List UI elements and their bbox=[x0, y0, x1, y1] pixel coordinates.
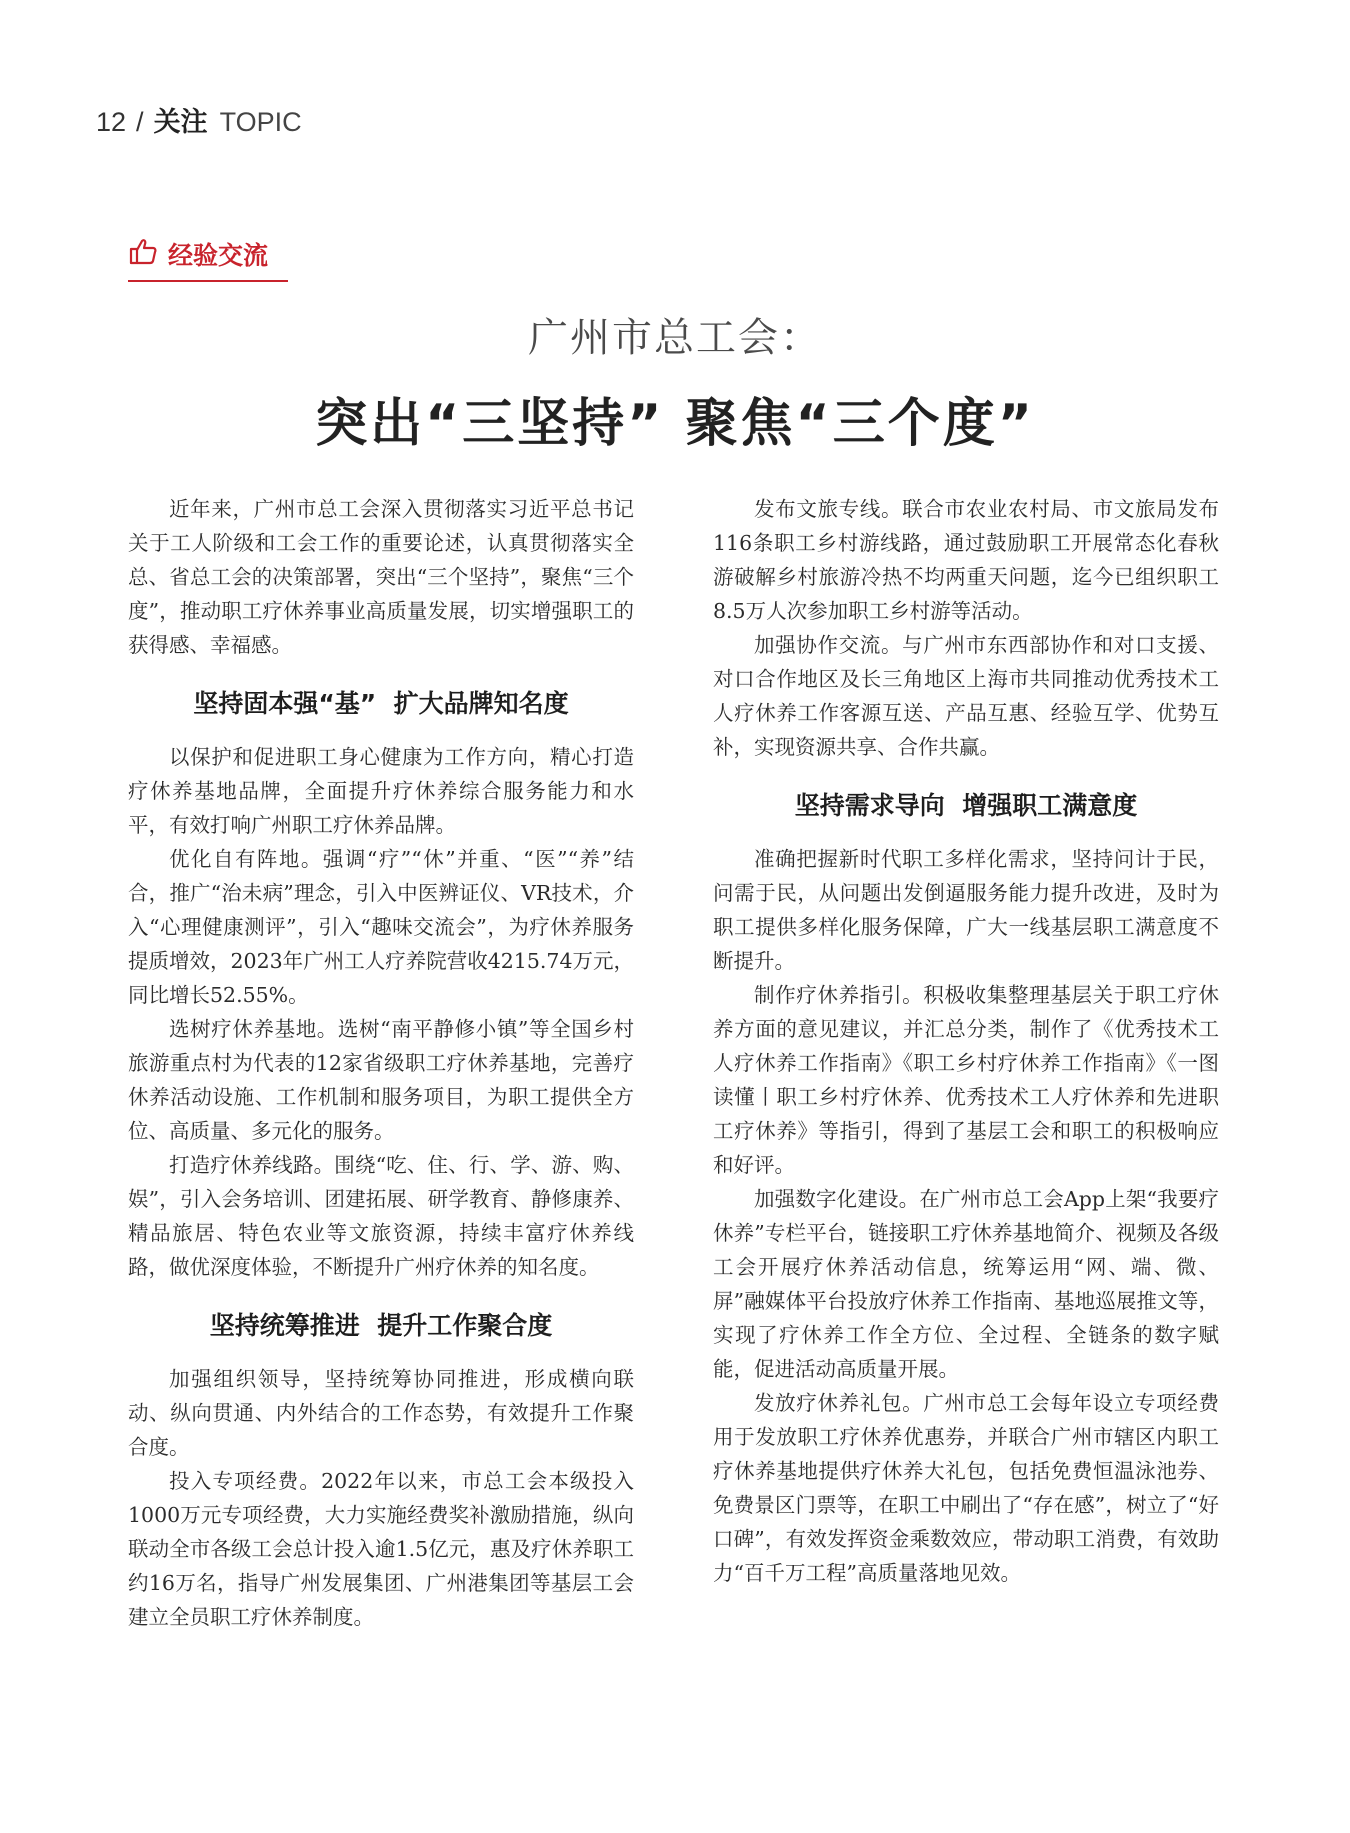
body-paragraph: 选树疗休养基地。选树“南平静修小镇”等全国乡村旅游重点村为代表的12家省级职工疗休养基地，完善疗休养活动设施、工作机制和服务项目，为职工提供全方位、高质量、多元化的服务。 bbox=[128, 1017, 634, 1143]
article-title: 突出“三坚持” 聚焦“三个度” bbox=[315, 394, 1035, 454]
body-paragraph: 加强组织领导，坚持统筹协同推进，形成横向联动、纵向贯通、内外结合的工作态势，有效提升工作聚合度。 bbox=[128, 1367, 634, 1459]
header-slash: / bbox=[136, 107, 144, 137]
body-paragraph: 加强数字化建设。在广州市总工会App上架“我要疗休养”专栏平台，链接职工疗休养基地简介、视频及各级工会开展疗休养活动信息，统筹运用“网、端、微、屏”融媒体平台投放疗休养工作指南、基地巡展推文等，实现了疗休养工作全方位、全过程、全链条的数字赋能，促进活动高质量开展。 bbox=[713, 1187, 1219, 1381]
body-paragraph: 优化自有阵地。强调“疗”“休”并重、“医”“养”结合，推广“治未病”理念，引入中医辨证仪、VR技术，介入“心理健康测评”，引入“趣味交流会”，为疗休养服务提质增效，2023年广州工人疗养院营收4215.74万元，同比增长52.55%。 bbox=[128, 847, 634, 1007]
article-subtitle: 广州市总工会： bbox=[528, 315, 822, 361]
column-tag-label: 经验交流 bbox=[168, 241, 269, 270]
body-paragraph: 近年来，广州市总工会深入贯彻落实习近平总书记关于工人阶级和工会工作的重要论述，认真贯彻落实全总、省总工会的决策部署，突出“三个坚持”，聚焦“三个度”，推动职工疗休养事业高质量发展，切实增强职工的获得感、幸福感。 bbox=[128, 497, 634, 657]
body-paragraph: 制作疗休养指引。积极收集整理基层关于职工疗休养方面的意见建议，并汇总分类，制作了《优秀技术工人疗休养工作指南》《职工乡村疗休养工作指南》《一图读懂丨职工乡村疗休养、优秀技术工人疗休养和先进职工疗休养》等指引，得到了基层工会和职工的积极响应和好评。 bbox=[713, 983, 1219, 1177]
body-paragraph: 加强协作交流。与广州市东西部协作和对口支援、对口合作地区及长三角地区上海市共同推动优秀技术工人疗休养工作客源互送、产品互惠、经验互学、优势互补，实现资源共享、合作共赢。 bbox=[713, 633, 1219, 759]
column-tag bbox=[128, 236, 288, 282]
body-paragraph: 打造疗休养线路。围绕“吃、住、行、学、游、购、娱”，引入会务培训、团建拓展、研学教育、静修康养、精品旅居、特色农业等文旅资源，持续丰富疗休养线路，做优深度体验，不断提升广州疗休养的知名度。 bbox=[128, 1153, 634, 1279]
section-heading: 坚持固本强“基” 扩大品牌知名度 bbox=[193, 689, 569, 718]
running-head bbox=[96, 100, 302, 139]
section-name-en: TOPIC bbox=[219, 107, 302, 137]
body-paragraph: 发布文旅专线。联合市农业农村局、市文旅局发布116条职工乡村游线路，通过鼓励职工开展常态化春秋游破解乡村旅游冷热不均两重天问题，迄今已组织职工8.5万人次参加职工乡村游等活动。 bbox=[713, 497, 1219, 623]
left-column bbox=[128, 492, 634, 1634]
right-column bbox=[713, 492, 1219, 1590]
section-heading: 坚持统筹推进 提升工作聚合度 bbox=[209, 1311, 553, 1340]
thumbs-up-icon bbox=[128, 236, 158, 272]
section-heading: 坚持需求导向 增强职工满意度 bbox=[794, 791, 1138, 820]
body-paragraph: 投入专项经费。2022年以来，市总工会本级投入1000万元专项经费，大力实施经费奖补激励措施，纵向联动全市各级工会总计投入逾1.5亿元，惠及疗休养职工约16万名，指导广州发展集团、广州港集团等基层工会建立全员职工疗休养制度。 bbox=[128, 1469, 634, 1629]
page-number: 12 bbox=[96, 107, 127, 137]
article-title-block bbox=[0, 306, 1350, 456]
body-paragraph: 以保护和促进职工身心健康为工作方向，精心打造疗休养基地品牌，全面提升疗休养综合服务能力和水平，有效打响广州职工疗休养品牌。 bbox=[128, 745, 634, 837]
body-paragraph: 准确把握新时代职工多样化需求，坚持问计于民，问需于民，从问题出发倒逼服务能力提升改进，及时为职工提供多样化服务保障，广大一线基层职工满意度不断提升。 bbox=[713, 847, 1219, 973]
section-name: 关注 bbox=[153, 107, 208, 138]
body-paragraph: 发放疗休养礼包。广州市总工会每年设立专项经费用于发放职工疗休养优惠券，并联合广州市辖区内职工疗休养基地提供疗休养大礼包，包括免费恒温泳池券、免费景区门票等，在职工中刷出了“存在感”，树立了“好口碑”，有效发挥资金乘数效应，带动职工消费，有效助力“百千万工程”高质量落地见效。 bbox=[713, 1391, 1219, 1585]
